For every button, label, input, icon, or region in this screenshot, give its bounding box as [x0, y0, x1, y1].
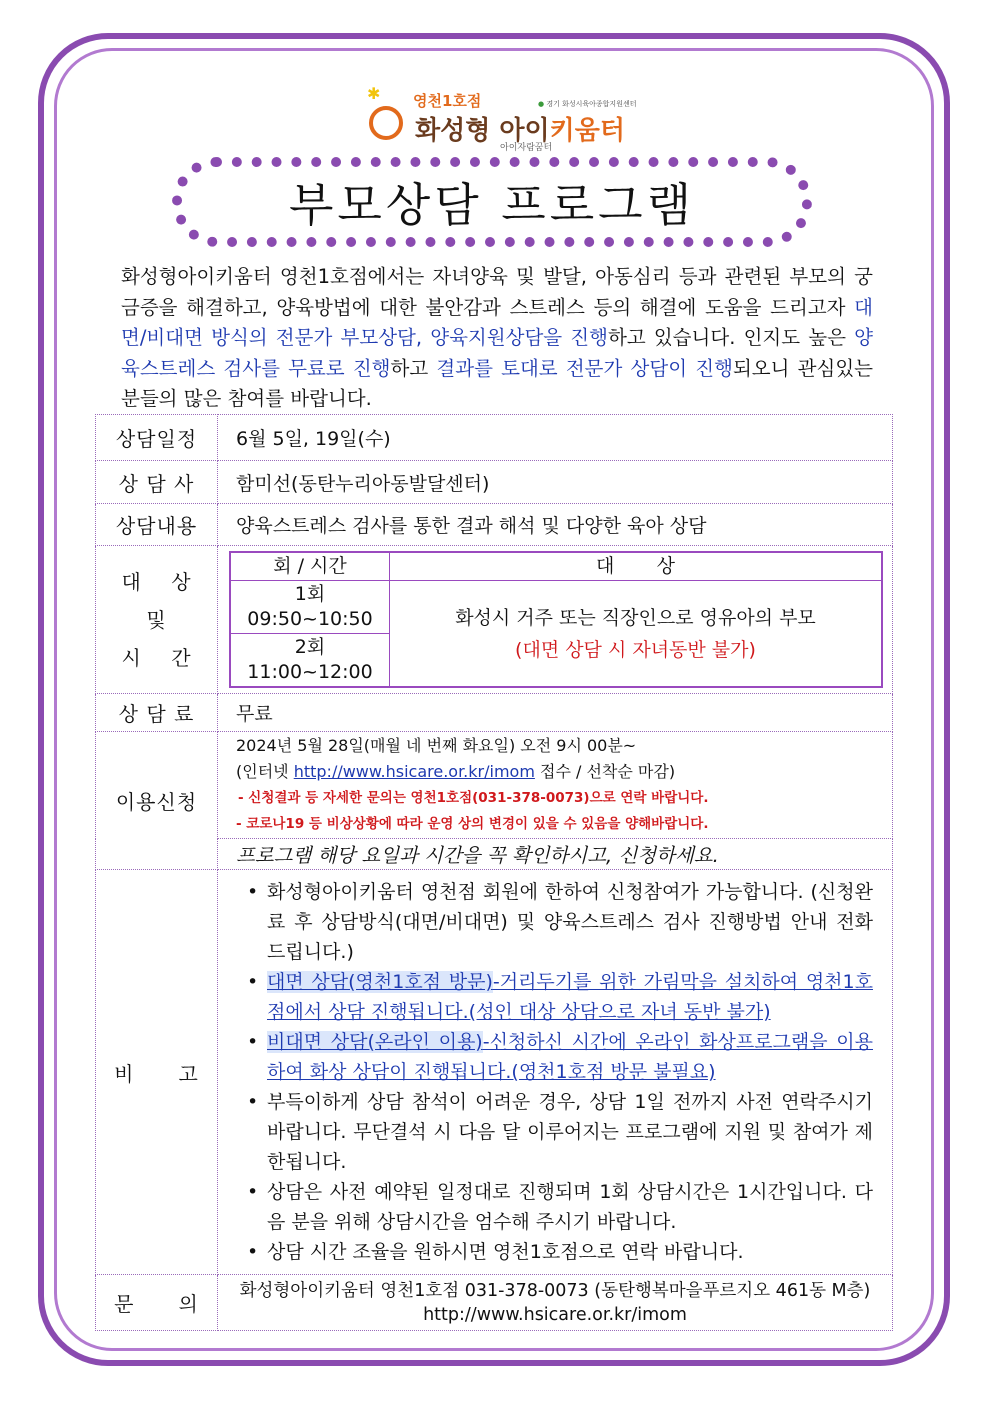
remark-item: • 상담은 사전 예약된 일정대로 진행되며 1회 상담시간은 1시간입니다. 다음 분을 위해 상담시간을 엄수해 주시기 바랍니다.	[247, 1177, 873, 1237]
row-apply	[96, 732, 893, 839]
audience-text: 화성시 거주 또는 직장인으로 영유아의 부모	[455, 606, 816, 629]
logo-tagline: 아이자람꿈터	[500, 143, 553, 153]
remarks-list	[219, 871, 891, 1273]
apply-link[interactable]: http://www.hsicare.or.kr/imom	[293, 762, 535, 781]
row-content	[96, 504, 893, 546]
remark-item: • 대면 상담(영천1호점 방문)-거리두기를 위한 가림막을 설치하여 영천1호점에서 상담 진행됩니다.(성인 대상 상담으로 자녀 동반 불가)	[247, 967, 873, 1027]
leaf-icon: ●	[538, 100, 545, 108]
apply-date: 2024년 5월 28일(매월 네 번째 화요일) 오전 9시 00분~	[236, 736, 637, 755]
remark-item: • 부득이하게 상담 참석이 어려운 경우, 상담 1일 전까지 사전 연락주시기 바랍니다. 무단결석 시 다음 달 이루어지는 프로그램에 지원 및 참여가 제한됩니다.	[247, 1087, 873, 1177]
counselor-label: 상 담 사	[96, 461, 218, 504]
session-col-target: 대 상	[390, 552, 883, 581]
smile-icon	[369, 106, 403, 140]
target-cell	[218, 546, 893, 694]
row-inquiry	[96, 1275, 893, 1331]
title-box	[172, 157, 812, 247]
target-label: 대 상 및 시 간	[96, 546, 218, 694]
fee-value: 무료	[218, 694, 893, 732]
remarks-cell	[218, 870, 893, 1275]
remark-item: • 비대면 상담(온라인 이용)-신청하신 시간에 온라인 화상프로그램을 이용하여 화상 상담이 진행됩니다.(영천1호점 방문 불필요)	[247, 1027, 873, 1087]
inquiry-label: 문 의	[96, 1275, 218, 1331]
row-fee	[96, 694, 893, 732]
session-2: 2회 11:00~12:00	[230, 634, 390, 688]
fee-label: 상 담 료	[96, 694, 218, 732]
apply-reminder: 프로그램 해당 요일과 시간을 꼭 확인하시고, 신청하세요.	[218, 839, 893, 870]
remark-item: • 화성형아이키움터 영천점 회원에 한하여 신청참여가 가능합니다. (신청완료 후 상담방식(대면/비대면) 및 양육스트레스 검사 진행방법 안내 전화 드립니다.)	[247, 877, 873, 967]
intro-paragraph: 화성형아이키움터 영천1호점에서는 자녀양육 및 발달, 아동심리 등과 관련된 부모의 궁금증을 해결하고, 양육방법에 대한 불안감과 스트레스 등의 해결에 도움을 드리고자 대면/비대면 방식의 전문가 부모상담, 양육지원상담을 진행하고 있습니다. 인지도 높은 양육스트레스 검사를 무료로 진행하고 결과를 토대로 전문가 상담이 진행되오니 관심있는 분들의 많은 참여를 바랍니다.	[121, 265, 874, 410]
apply-label: 이용신청	[96, 732, 218, 870]
logo	[365, 84, 635, 153]
star-icon: ✱	[367, 84, 381, 103]
counselor-value: 함미선(동탄누리아동발달센터)	[218, 461, 893, 504]
session-header-row	[230, 552, 882, 581]
info-table	[95, 414, 893, 1331]
partner-logo: ● 경기 화성시육아종합지원센터	[538, 100, 637, 108]
schedule-label: 상담일정	[96, 415, 218, 461]
session-col-time: 회 / 시간	[230, 552, 390, 581]
remarks-label: 비 고	[96, 870, 218, 1275]
logo-name: 화성형 아이키움터	[415, 116, 625, 146]
session-table	[229, 551, 883, 688]
content-label: 상담내용	[96, 504, 218, 546]
apply-notice-2: - 코로나19 등 비상상황에 따라 운영 상의 변경이 있을 수 있음을 양해바랍니다.	[236, 816, 709, 832]
apply-method: (인터넷 http://www.hsicare.or.kr/imom 접수 / 선착순 마감)	[236, 762, 676, 781]
apply-notice-1: - 신청결과 등 자세한 문의는 영천1호점(031-378-0073)으로 연락 바랍니다.	[238, 790, 709, 806]
row-schedule	[96, 415, 893, 461]
audience-cell	[390, 581, 883, 688]
row-target	[96, 546, 893, 694]
inquiry-cell	[218, 1275, 893, 1331]
schedule-value: 6월 5일, 19일(수)	[218, 415, 893, 461]
remark-item: • 상담 시간 조율을 원하시면 영천1호점으로 연락 바랍니다.	[247, 1237, 873, 1267]
inquiry-contact: 화성형아이키움터 영천1호점 031-378-0073 (동탄행복마을푸르지오 461동 M층)	[239, 1280, 871, 1301]
session-1: 1회 09:50~10:50	[230, 581, 390, 634]
session-row-1	[230, 581, 882, 634]
page-title: 부모상담 프로그램	[288, 178, 696, 232]
inquiry-url[interactable]: http://www.hsicare.or.kr/imom	[423, 1304, 687, 1325]
content-value: 양육스트레스 검사를 통한 결과 해석 및 다양한 육아 상담	[218, 504, 893, 546]
row-counselor	[96, 461, 893, 504]
logo-branch: 영천1호점	[413, 92, 482, 110]
audience-note: (대면 상담 시 자녀동반 불가)	[515, 638, 756, 661]
apply-details	[218, 732, 893, 839]
row-remarks	[96, 870, 893, 1275]
